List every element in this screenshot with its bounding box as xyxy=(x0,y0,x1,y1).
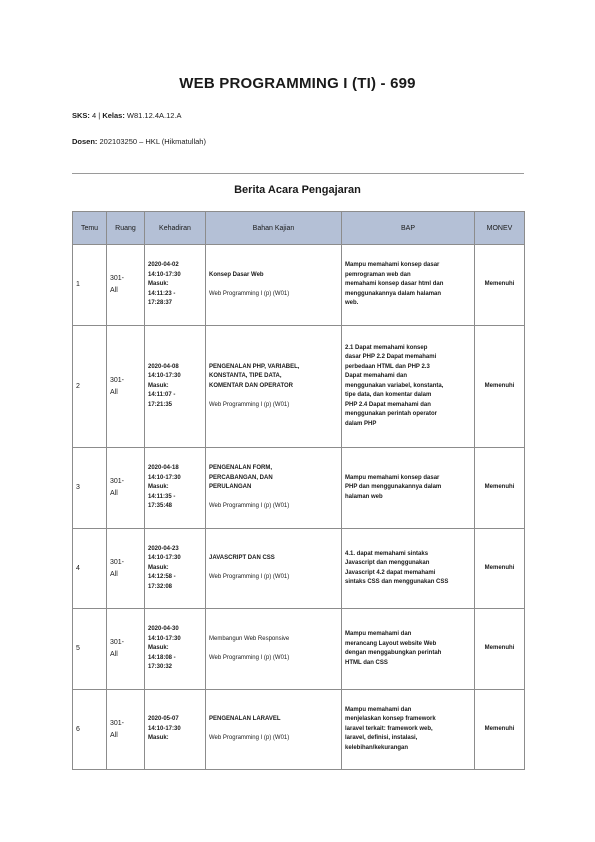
table-row xyxy=(73,529,525,609)
bahan-title: PENGENALAN LARAVEL xyxy=(209,716,281,723)
bahan-ref: Web Programming I (p) (W01) xyxy=(209,290,290,297)
cell-monev: Memenuhi xyxy=(475,529,525,609)
column-header-ruang: Ruang xyxy=(107,212,145,245)
bap-table xyxy=(72,211,525,770)
cell-monev: Memenuhi xyxy=(475,245,525,326)
table-row xyxy=(73,448,525,529)
table-row xyxy=(73,326,525,448)
column-header-bap: BAP xyxy=(342,212,475,245)
cell-ruang: 301- All xyxy=(107,690,145,770)
cell-ruang: 301- All xyxy=(107,448,145,529)
bahan-title: JAVASCRIPT DAN CSS xyxy=(209,555,275,562)
cell-temu: 1 xyxy=(73,245,107,326)
cell-temu: 6 xyxy=(73,690,107,770)
cell-bahan-kajian xyxy=(206,448,342,529)
cell-ruang: 301- All xyxy=(107,529,145,609)
bahan-ref: Web Programming I (p) (W01) xyxy=(209,503,290,510)
cell-ruang: 301- All xyxy=(107,609,145,690)
cell-monev: Memenuhi xyxy=(475,690,525,770)
cell-bahan-kajian xyxy=(206,326,342,448)
table-header-row xyxy=(73,212,525,245)
bahan-ref: Web Programming I (p) (W01) xyxy=(209,574,290,581)
sks-value: 4 | xyxy=(92,111,103,120)
bahan-ref: Web Programming I (p) (W01) xyxy=(209,654,290,661)
column-header-monev: MONEV xyxy=(475,212,525,245)
cell-bap: Mampu memahami konsep dasar pemrograman web dan memahami konsep dasar html dan menggunakannya dalam halaman web. xyxy=(342,245,475,326)
table-row xyxy=(73,609,525,690)
column-header-bahan-kajian: Bahan Kajian xyxy=(206,212,342,245)
column-header-temu: Temu xyxy=(73,212,107,245)
cell-temu: 3 xyxy=(73,448,107,529)
cell-bap: 4.1. dapat memahami sintaks Javascript dan menggunakan Javascript 4.2 dapat memahami sintaks CSS dan menggunakan CSS xyxy=(342,529,475,609)
cell-kehadiran: 2020-04-08 14:10-17:30 Masuk: 14:11:07 - 17:21:35 xyxy=(145,326,206,448)
cell-kehadiran: 2020-04-18 14:10-17:30 Masuk: 14:11:35 - 17:35:48 xyxy=(145,448,206,529)
cell-bap: 2.1 Dapat memahami konsep dasar PHP 2.2 Dapat memahami perbedaan HTML dan PHP 2.3 Dapat memahami dan menggunakan variabel, konstanta, tipe data, dan komentar dalam PHP 2.4 Dapat memahami dan menggunakan perintah operator dalam PHP xyxy=(342,326,475,448)
cell-temu: 2 xyxy=(73,326,107,448)
cell-kehadiran: 2020-04-30 14:10-17:30 Masuk: 14:18:08 - 17:30:32 xyxy=(145,609,206,690)
cell-bahan-kajian xyxy=(206,245,342,326)
bahan-ref: Web Programming I (p) (W01) xyxy=(209,401,290,408)
bahan-title: Membangun Web Responsive xyxy=(209,635,290,642)
cell-bap: Mampu memahami dan merancang Layout website Web dengan menggabungkan perintah HTML dan CSS xyxy=(342,609,475,690)
cell-bap: Mampu memahami konsep dasar PHP dan menggunakannya dalam halaman web xyxy=(342,448,475,529)
cell-bap: Mampu memahami dan menjelaskan konsep framework laravel terkait: framework web, laravel, definisi, instalasi, kelebihan/kekurangan xyxy=(342,690,475,770)
cell-kehadiran: 2020-04-23 14:10-17:30 Masuk: 14:12:58 - 17:32:08 xyxy=(145,529,206,609)
sks-label: SKS: xyxy=(72,111,90,120)
section-title: Berita Acara Pengajaran xyxy=(234,184,361,196)
cell-monev: Memenuhi xyxy=(475,609,525,690)
sks-kelas-line xyxy=(72,111,182,120)
bahan-title: PENGENALAN FORM, PERCABANGAN, DAN PERULANGAN xyxy=(209,465,273,491)
cell-kehadiran: 2020-04-02 14:10-17:30 Masuk: 14:11:23 - 17:28:37 xyxy=(145,245,206,326)
cell-bahan-kajian xyxy=(206,609,342,690)
bahan-title: PENGENALAN PHP, VARIABEL, KONSTANTA, TIPE DATA, KOMENTAR DAN OPERATOR xyxy=(209,363,300,389)
table-row xyxy=(73,245,525,326)
cell-bahan-kajian xyxy=(206,529,342,609)
bahan-ref: Web Programming I (p) (W01) xyxy=(209,735,290,742)
cell-monev: Memenuhi xyxy=(475,448,525,529)
cell-ruang: 301- All xyxy=(107,245,145,326)
dosen-value: 202103250 – HKL (Hikmatullah) xyxy=(99,137,206,146)
dosen-label: Dosen: xyxy=(72,137,98,146)
cell-bahan-kajian xyxy=(206,690,342,770)
cell-temu: 4 xyxy=(73,529,107,609)
divider xyxy=(72,173,524,174)
bahan-title: Konsep Dasar Web xyxy=(209,271,264,278)
cell-kehadiran: 2020-05-07 14:10-17:30 Masuk: xyxy=(145,690,206,770)
dosen-line xyxy=(72,137,206,146)
cell-ruang: 301- All xyxy=(107,326,145,448)
document-title: WEB PROGRAMMING I (TI) - 699 xyxy=(179,75,416,92)
cell-monev: Memenuhi xyxy=(475,326,525,448)
kelas-value: W81.12.4A.12.A xyxy=(126,111,182,120)
column-header-kehadiran: Kehadiran xyxy=(145,212,206,245)
cell-temu: 5 xyxy=(73,609,107,690)
kelas-label: Kelas: xyxy=(102,111,125,120)
table-row xyxy=(73,690,525,770)
